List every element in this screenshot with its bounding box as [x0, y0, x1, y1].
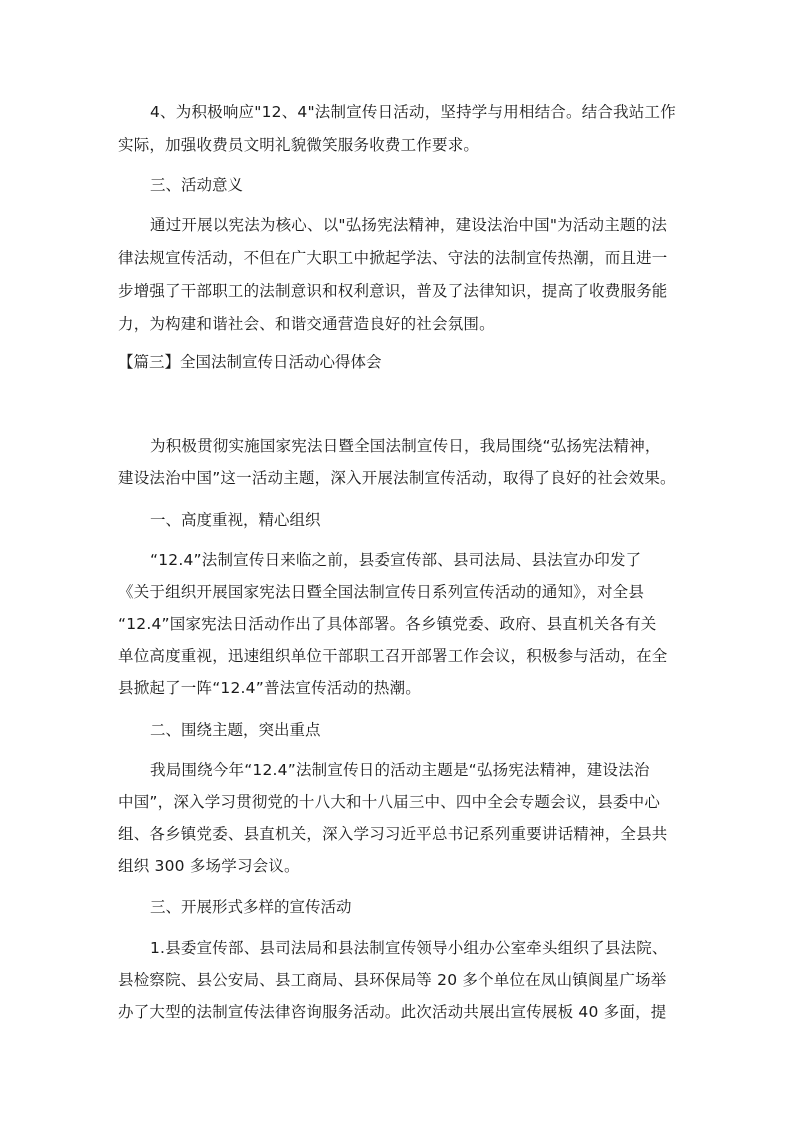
paragraph-line: 律法规宣传活动，不但在广大职工中掀起学法、守法的法制宣传热潮，而且进一 — [118, 249, 668, 267]
paragraph-line: 力，为构建和谐社会、和谐交通营造良好的社会氛围。 — [118, 315, 495, 333]
paragraph-line: 县掀起了一阵“12.4”普法宣传活动的热潮。 — [118, 679, 421, 697]
paragraph-line: 组织 300 多场学习会议。 — [118, 857, 300, 875]
section-heading-3: 三、开展形式多样的宣传活动 — [150, 898, 352, 916]
section-heading-2: 二、围绕主题，突出重点 — [150, 721, 321, 739]
paragraph-line: 1.县委宣传部、县司法局和县法制宣传领导小组办公室牵头组织了县法院、 — [150, 939, 668, 957]
paragraph-line: “12.4”法制宣传日来临之前，县委宣传部、县司法局、县法宣办印发了 — [150, 551, 642, 569]
paragraph-line: 单位高度重视，迅速组织单位干部职工召开部署工作会议，积极参与活动，在全 — [118, 647, 668, 665]
paragraph-line: “12.4”国家宪法日活动作出了具体部署。各乡镇党委、政府、县直机关各有关 — [118, 615, 657, 633]
paragraph-line: 步增强了干部职工的法制意识和权利意识，普及了法律知识，提高了收费服务能 — [118, 282, 668, 300]
section-heading-significance: 三、活动意义 — [150, 176, 244, 194]
paragraph-line: 中国”，深入学习贯彻党的十八大和十八届三中、四中全会专题会议，县委中心 — [118, 793, 661, 811]
paragraph-line: 通过开展以宪法为核心、以"弘扬宪法精神，建设法治中国"为活动主题的法 — [150, 216, 668, 234]
paragraph-line: 我局围绕今年“12.4”法制宣传日的活动主题是“弘扬宪法精神，建设法治 — [150, 761, 650, 779]
item4-line-1: 4、为积极响应"12、4"法制宣传日活动，坚持学与用相结合。结合我站工作 — [150, 103, 676, 121]
intro-line: 建设法治中国”这一活动主题，深入开展法制宣传活动，取得了良好的社会效果。 — [118, 469, 676, 487]
article-title: 【篇三】全国法制宣传日活动心得体会 — [118, 353, 382, 371]
paragraph-line: 县检察院、县公安局、县工商局、县环保局等 20 多个单位在凤山镇阆星广场举 — [118, 971, 667, 989]
paragraph-line: 组、各乡镇党委、县直机关，深入学习习近平总书记系列重要讲话精神，全县共 — [118, 825, 668, 843]
section-heading-1: 一、高度重视，精心组织 — [150, 511, 321, 529]
paragraph-line: 办了大型的法制宣传法律咨询服务活动。此次活动共展出宣传展板 40 多面，提 — [118, 1003, 667, 1021]
item4-line-2: 实际，加强收费员文明礼貌微笑服务收费工作要求。 — [118, 136, 480, 154]
paragraph-line: 《关于组织开展国家宪法日暨全国法制宣传日系列宣传活动的通知》，对全县 — [118, 583, 645, 601]
intro-line: 为积极贯彻实施国家宪法日暨全国法制宣传日，我局围绕“弘扬宪法精神， — [150, 437, 661, 455]
